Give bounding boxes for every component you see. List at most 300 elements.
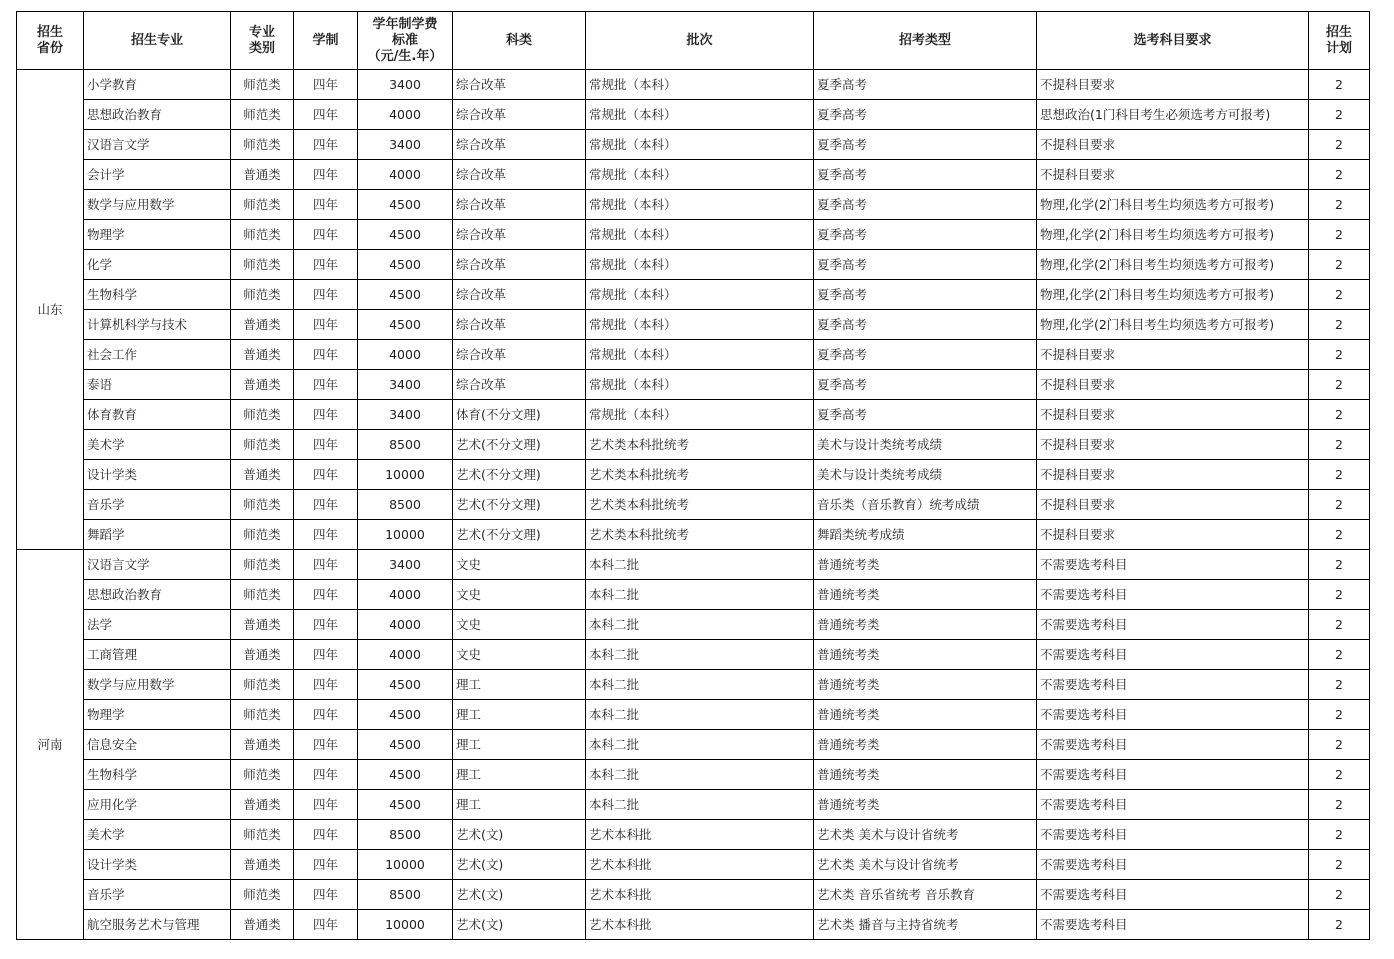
exam-type-cell: 夏季高考 (814, 100, 1037, 130)
tuition-cell: 8500 (358, 430, 453, 460)
category-cell: 师范类 (231, 220, 294, 250)
table-row (17, 250, 1370, 280)
plan-cell: 2 (1309, 790, 1370, 820)
header-exam-type (814, 12, 1037, 70)
tuition-cell: 4500 (358, 730, 453, 760)
plan-cell: 2 (1309, 430, 1370, 460)
batch-cell: 常规批（本科） (586, 160, 814, 190)
plan-cell: 2 (1309, 850, 1370, 880)
table-row (17, 700, 1370, 730)
tuition-cell: 10000 (358, 850, 453, 880)
plan-cell: 2 (1309, 280, 1370, 310)
plan-cell: 2 (1309, 340, 1370, 370)
batch-cell: 本科二批 (586, 610, 814, 640)
subject-type-cell: 文史 (453, 610, 586, 640)
plan-cell: 2 (1309, 640, 1370, 670)
tuition-cell: 4500 (358, 760, 453, 790)
table-row (17, 910, 1370, 940)
category-cell: 师范类 (231, 100, 294, 130)
major-cell: 思想政治教育 (84, 580, 231, 610)
admissions-table (16, 11, 1370, 940)
plan-cell: 2 (1309, 460, 1370, 490)
major-cell: 设计学类 (84, 460, 231, 490)
table-row (17, 820, 1370, 850)
category-cell: 普通类 (231, 460, 294, 490)
plan-cell: 2 (1309, 520, 1370, 550)
major-cell: 美术学 (84, 430, 231, 460)
plan-cell: 2 (1309, 550, 1370, 580)
table-row (17, 850, 1370, 880)
plan-cell: 2 (1309, 580, 1370, 610)
tuition-cell: 4500 (358, 220, 453, 250)
category-cell: 师范类 (231, 580, 294, 610)
batch-cell: 本科二批 (586, 700, 814, 730)
exam-type-cell: 夏季高考 (814, 370, 1037, 400)
province-cell: 河南 (17, 550, 84, 940)
category-cell: 师范类 (231, 820, 294, 850)
header-plan (1309, 12, 1370, 70)
category-cell: 师范类 (231, 880, 294, 910)
duration-cell: 四年 (294, 130, 358, 160)
table-row (17, 70, 1370, 100)
tuition-cell: 3400 (358, 70, 453, 100)
tuition-cell: 4000 (358, 100, 453, 130)
exam-type-cell: 艺术类 美术与设计省统考 (814, 850, 1037, 880)
major-cell: 设计学类 (84, 850, 231, 880)
duration-cell: 四年 (294, 430, 358, 460)
subject-type-cell: 文史 (453, 550, 586, 580)
plan-cell: 2 (1309, 700, 1370, 730)
plan-cell: 2 (1309, 250, 1370, 280)
table-row (17, 460, 1370, 490)
subject-type-cell: 综合改革 (453, 220, 586, 250)
tuition-cell: 3400 (358, 370, 453, 400)
batch-cell: 常规批（本科） (586, 340, 814, 370)
duration-cell: 四年 (294, 910, 358, 940)
duration-cell: 四年 (294, 550, 358, 580)
exam-type-cell: 夏季高考 (814, 190, 1037, 220)
subject-type-cell: 理工 (453, 670, 586, 700)
table-row (17, 610, 1370, 640)
header-row (17, 12, 1370, 70)
table-row (17, 550, 1370, 580)
table-row (17, 190, 1370, 220)
batch-cell: 艺术类本科批统考 (586, 430, 814, 460)
requirement-cell: 不需要选考科目 (1037, 700, 1309, 730)
requirement-cell: 不需要选考科目 (1037, 550, 1309, 580)
duration-cell: 四年 (294, 820, 358, 850)
batch-cell: 艺术本科批 (586, 850, 814, 880)
subject-type-cell: 综合改革 (453, 130, 586, 160)
header-major-label: 招生专业 (130, 32, 183, 48)
subject-type-cell: 综合改革 (453, 310, 586, 340)
plan-cell: 2 (1309, 730, 1370, 760)
major-cell: 会计学 (84, 160, 231, 190)
category-cell: 普通类 (231, 910, 294, 940)
duration-cell: 四年 (294, 760, 358, 790)
plan-cell: 2 (1309, 880, 1370, 910)
major-cell: 汉语言文学 (84, 550, 231, 580)
requirement-cell: 思想政治(1门科目考生必须选考方可报考) (1037, 100, 1309, 130)
table-row (17, 760, 1370, 790)
requirement-cell: 不提科目要求 (1037, 340, 1309, 370)
header-subject-type (453, 12, 586, 70)
tuition-cell: 8500 (358, 490, 453, 520)
category-cell: 师范类 (231, 550, 294, 580)
subject-type-cell: 艺术(不分文理) (453, 520, 586, 550)
requirement-cell: 不提科目要求 (1037, 160, 1309, 190)
exam-type-cell: 普通统考类 (814, 610, 1037, 640)
plan-cell: 2 (1309, 220, 1370, 250)
tuition-cell: 4000 (358, 160, 453, 190)
requirement-cell: 不提科目要求 (1037, 520, 1309, 550)
requirement-cell: 不需要选考科目 (1037, 790, 1309, 820)
table-row (17, 160, 1370, 190)
plan-cell: 2 (1309, 190, 1370, 220)
requirement-cell: 物理,化学(2门科目考生均须选考方可报考) (1037, 220, 1309, 250)
batch-cell: 常规批（本科） (586, 250, 814, 280)
major-cell: 舞蹈学 (84, 520, 231, 550)
exam-type-cell: 艺术类 美术与设计省统考 (814, 820, 1037, 850)
major-cell: 泰语 (84, 370, 231, 400)
batch-cell: 艺术本科批 (586, 820, 814, 850)
exam-type-cell: 舞蹈类统考成绩 (814, 520, 1037, 550)
requirement-cell: 不需要选考科目 (1037, 760, 1309, 790)
major-cell: 物理学 (84, 700, 231, 730)
batch-cell: 本科二批 (586, 790, 814, 820)
category-cell: 师范类 (231, 490, 294, 520)
major-cell: 音乐学 (84, 490, 231, 520)
subject-type-cell: 艺术(不分文理) (453, 460, 586, 490)
subject-type-cell: 综合改革 (453, 100, 586, 130)
tuition-cell: 4500 (358, 280, 453, 310)
major-cell: 美术学 (84, 820, 231, 850)
batch-cell: 本科二批 (586, 580, 814, 610)
subject-type-cell: 综合改革 (453, 160, 586, 190)
exam-type-cell: 夏季高考 (814, 400, 1037, 430)
table-row (17, 790, 1370, 820)
table-row (17, 310, 1370, 340)
requirement-cell: 不需要选考科目 (1037, 610, 1309, 640)
header-requirement-label: 选考科目要求 (1133, 32, 1212, 48)
major-cell: 思想政治教育 (84, 100, 231, 130)
requirement-cell: 不提科目要求 (1037, 130, 1309, 160)
major-cell: 化学 (84, 250, 231, 280)
duration-cell: 四年 (294, 670, 358, 700)
batch-cell: 本科二批 (586, 550, 814, 580)
category-cell: 普通类 (231, 640, 294, 670)
major-cell: 应用化学 (84, 790, 231, 820)
batch-cell: 本科二批 (586, 730, 814, 760)
requirement-cell: 不需要选考科目 (1037, 670, 1309, 700)
major-cell: 数学与应用数学 (84, 670, 231, 700)
table-row (17, 640, 1370, 670)
header-province-label: 招生 省份 (36, 24, 63, 56)
subject-type-cell: 体育(不分文理) (453, 400, 586, 430)
subject-type-cell: 理工 (453, 730, 586, 760)
subject-type-cell: 艺术(文) (453, 910, 586, 940)
table-row (17, 490, 1370, 520)
tuition-cell: 3400 (358, 550, 453, 580)
category-cell: 师范类 (231, 190, 294, 220)
duration-cell: 四年 (294, 490, 358, 520)
subject-type-cell: 文史 (453, 640, 586, 670)
duration-cell: 四年 (294, 790, 358, 820)
major-cell: 音乐学 (84, 880, 231, 910)
major-cell: 汉语言文学 (84, 130, 231, 160)
header-tuition-label: 学年制学费 标准 （元/生.年） (367, 16, 443, 64)
batch-cell: 常规批（本科） (586, 400, 814, 430)
category-cell: 师范类 (231, 250, 294, 280)
duration-cell: 四年 (294, 880, 358, 910)
batch-cell: 常规批（本科） (586, 280, 814, 310)
major-cell: 小学教育 (84, 70, 231, 100)
exam-type-cell: 夏季高考 (814, 220, 1037, 250)
header-exam-type-label: 招考类型 (898, 32, 951, 48)
subject-type-cell: 综合改革 (453, 70, 586, 100)
duration-cell: 四年 (294, 400, 358, 430)
table-row (17, 100, 1370, 130)
table-row (17, 370, 1370, 400)
exam-type-cell: 夏季高考 (814, 310, 1037, 340)
category-cell: 师范类 (231, 400, 294, 430)
plan-cell: 2 (1309, 100, 1370, 130)
requirement-cell: 不需要选考科目 (1037, 640, 1309, 670)
duration-cell: 四年 (294, 850, 358, 880)
requirement-cell: 物理,化学(2门科目考生均须选考方可报考) (1037, 310, 1309, 340)
tuition-cell: 4500 (358, 670, 453, 700)
category-cell: 师范类 (231, 760, 294, 790)
exam-type-cell: 夏季高考 (814, 280, 1037, 310)
batch-cell: 本科二批 (586, 670, 814, 700)
plan-cell: 2 (1309, 760, 1370, 790)
requirement-cell: 不需要选考科目 (1037, 850, 1309, 880)
exam-type-cell: 艺术类 播音与主持省统考 (814, 910, 1037, 940)
exam-type-cell: 艺术类 音乐省统考 音乐教育 (814, 880, 1037, 910)
header-batch (586, 12, 814, 70)
exam-type-cell: 夏季高考 (814, 250, 1037, 280)
major-cell: 法学 (84, 610, 231, 640)
category-cell: 普通类 (231, 310, 294, 340)
header-duration-label: 学制 (312, 32, 339, 48)
batch-cell: 常规批（本科） (586, 190, 814, 220)
requirement-cell: 不提科目要求 (1037, 430, 1309, 460)
table-row (17, 580, 1370, 610)
subject-type-cell: 艺术(文) (453, 850, 586, 880)
subject-type-cell: 综合改革 (453, 370, 586, 400)
subject-type-cell: 文史 (453, 580, 586, 610)
batch-cell: 常规批（本科） (586, 220, 814, 250)
requirement-cell: 不提科目要求 (1037, 70, 1309, 100)
header-duration (294, 12, 358, 70)
batch-cell: 艺术类本科批统考 (586, 460, 814, 490)
major-cell: 生物科学 (84, 760, 231, 790)
duration-cell: 四年 (294, 700, 358, 730)
duration-cell: 四年 (294, 370, 358, 400)
batch-cell: 本科二批 (586, 640, 814, 670)
exam-type-cell: 普通统考类 (814, 790, 1037, 820)
category-cell: 普通类 (231, 850, 294, 880)
subject-type-cell: 艺术(文) (453, 880, 586, 910)
tuition-cell: 4500 (358, 310, 453, 340)
duration-cell: 四年 (294, 310, 358, 340)
duration-cell: 四年 (294, 70, 358, 100)
table-body (17, 70, 1370, 940)
category-cell: 师范类 (231, 130, 294, 160)
tuition-cell: 4500 (358, 700, 453, 730)
major-cell: 信息安全 (84, 730, 231, 760)
exam-type-cell: 美术与设计类统考成绩 (814, 430, 1037, 460)
batch-cell: 本科二批 (586, 760, 814, 790)
exam-type-cell: 夏季高考 (814, 340, 1037, 370)
subject-type-cell: 艺术(不分文理) (453, 430, 586, 460)
plan-cell: 2 (1309, 670, 1370, 700)
plan-cell: 2 (1309, 490, 1370, 520)
tuition-cell: 8500 (358, 820, 453, 850)
header-batch-label: 批次 (686, 32, 713, 48)
major-cell: 社会工作 (84, 340, 231, 370)
tuition-cell: 4000 (358, 340, 453, 370)
major-cell: 物理学 (84, 220, 231, 250)
exam-type-cell: 普通统考类 (814, 670, 1037, 700)
major-cell: 工商管理 (84, 640, 231, 670)
table-row (17, 220, 1370, 250)
subject-type-cell: 综合改革 (453, 190, 586, 220)
exam-type-cell: 夏季高考 (814, 70, 1037, 100)
major-cell: 航空服务艺术与管理 (84, 910, 231, 940)
header-major (84, 12, 231, 70)
exam-type-cell: 普通统考类 (814, 550, 1037, 580)
category-cell: 师范类 (231, 520, 294, 550)
plan-cell: 2 (1309, 400, 1370, 430)
major-cell: 生物科学 (84, 280, 231, 310)
subject-type-cell: 艺术(不分文理) (453, 490, 586, 520)
tuition-cell: 4500 (358, 250, 453, 280)
subject-type-cell: 综合改革 (453, 280, 586, 310)
requirement-cell: 不需要选考科目 (1037, 910, 1309, 940)
batch-cell: 艺术类本科批统考 (586, 490, 814, 520)
tuition-cell: 3400 (358, 400, 453, 430)
province-cell: 山东 (17, 70, 84, 550)
requirement-cell: 不需要选考科目 (1037, 880, 1309, 910)
category-cell: 师范类 (231, 670, 294, 700)
subject-type-cell: 综合改革 (453, 340, 586, 370)
subject-type-cell: 理工 (453, 790, 586, 820)
subject-type-cell: 综合改革 (453, 250, 586, 280)
duration-cell: 四年 (294, 520, 358, 550)
duration-cell: 四年 (294, 580, 358, 610)
category-cell: 普通类 (231, 340, 294, 370)
header-subject-type-label: 科类 (505, 32, 532, 48)
duration-cell: 四年 (294, 250, 358, 280)
duration-cell: 四年 (294, 730, 358, 760)
exam-type-cell: 普通统考类 (814, 580, 1037, 610)
category-cell: 普通类 (231, 790, 294, 820)
exam-type-cell: 普通统考类 (814, 730, 1037, 760)
major-cell: 体育教育 (84, 400, 231, 430)
requirement-cell: 不需要选考科目 (1037, 580, 1309, 610)
requirement-cell: 不提科目要求 (1037, 400, 1309, 430)
exam-type-cell: 普通统考类 (814, 700, 1037, 730)
batch-cell: 常规批（本科） (586, 310, 814, 340)
batch-cell: 艺术类本科批统考 (586, 520, 814, 550)
plan-cell: 2 (1309, 310, 1370, 340)
exam-type-cell: 音乐类（音乐教育）统考成绩 (814, 490, 1037, 520)
tuition-cell: 8500 (358, 880, 453, 910)
batch-cell: 常规批（本科） (586, 70, 814, 100)
table-row (17, 400, 1370, 430)
category-cell: 普通类 (231, 160, 294, 190)
subject-type-cell: 理工 (453, 700, 586, 730)
plan-cell: 2 (1309, 910, 1370, 940)
table-row (17, 520, 1370, 550)
requirement-cell: 不提科目要求 (1037, 490, 1309, 520)
plan-cell: 2 (1309, 370, 1370, 400)
subject-type-cell: 理工 (453, 760, 586, 790)
header-tuition (358, 12, 453, 70)
tuition-cell: 10000 (358, 910, 453, 940)
requirement-cell: 不提科目要求 (1037, 460, 1309, 490)
table-row (17, 130, 1370, 160)
duration-cell: 四年 (294, 220, 358, 250)
header-requirement (1037, 12, 1309, 70)
header-category-label: 专业 类别 (248, 24, 275, 56)
exam-type-cell: 美术与设计类统考成绩 (814, 460, 1037, 490)
requirement-cell: 物理,化学(2门科目考生均须选考方可报考) (1037, 250, 1309, 280)
requirement-cell: 不需要选考科目 (1037, 730, 1309, 760)
requirement-cell: 不需要选考科目 (1037, 820, 1309, 850)
table-row (17, 340, 1370, 370)
subject-type-cell: 艺术(文) (453, 820, 586, 850)
batch-cell: 常规批（本科） (586, 130, 814, 160)
duration-cell: 四年 (294, 610, 358, 640)
category-cell: 普通类 (231, 370, 294, 400)
duration-cell: 四年 (294, 100, 358, 130)
header-category (231, 12, 294, 70)
batch-cell: 艺术本科批 (586, 880, 814, 910)
exam-type-cell: 普通统考类 (814, 760, 1037, 790)
plan-cell: 2 (1309, 70, 1370, 100)
duration-cell: 四年 (294, 460, 358, 490)
tuition-cell: 10000 (358, 520, 453, 550)
plan-cell: 2 (1309, 160, 1370, 190)
duration-cell: 四年 (294, 190, 358, 220)
duration-cell: 四年 (294, 640, 358, 670)
category-cell: 普通类 (231, 730, 294, 760)
tuition-cell: 4500 (358, 790, 453, 820)
duration-cell: 四年 (294, 280, 358, 310)
table-row (17, 730, 1370, 760)
category-cell: 师范类 (231, 430, 294, 460)
category-cell: 普通类 (231, 610, 294, 640)
tuition-cell: 4000 (358, 580, 453, 610)
requirement-cell: 不提科目要求 (1037, 370, 1309, 400)
plan-cell: 2 (1309, 820, 1370, 850)
table-row (17, 280, 1370, 310)
batch-cell: 艺术本科批 (586, 910, 814, 940)
major-cell: 计算机科学与技术 (84, 310, 231, 340)
exam-type-cell: 普通统考类 (814, 640, 1037, 670)
header-province (17, 12, 84, 70)
category-cell: 师范类 (231, 70, 294, 100)
tuition-cell: 3400 (358, 130, 453, 160)
table-row (17, 880, 1370, 910)
header-plan-label: 招生 计划 (1325, 24, 1352, 56)
table-row (17, 430, 1370, 460)
tuition-cell: 4000 (358, 640, 453, 670)
plan-cell: 2 (1309, 130, 1370, 160)
major-cell: 数学与应用数学 (84, 190, 231, 220)
